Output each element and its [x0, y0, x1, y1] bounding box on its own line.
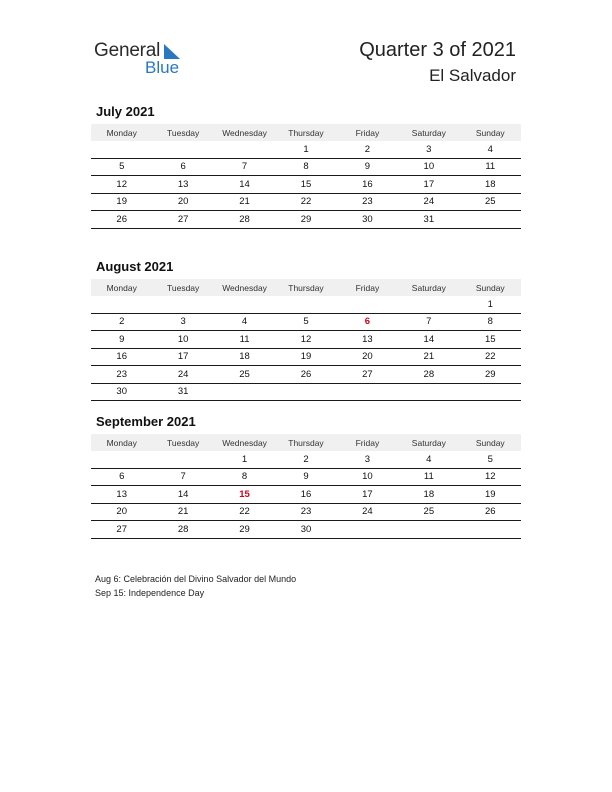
day-cell: 25	[398, 503, 459, 521]
day-cell: 26	[460, 503, 521, 521]
calendar-table	[91, 434, 521, 539]
calendar-table	[91, 279, 521, 401]
day-cell: 8	[275, 158, 336, 176]
weekday-header: Saturday	[398, 279, 459, 296]
day-cell	[275, 296, 336, 313]
day-cell: 8	[460, 313, 521, 331]
day-cell: 30	[275, 521, 336, 539]
weekday-header: Sunday	[460, 124, 521, 141]
day-cell: 6	[337, 313, 398, 331]
weekday-header: Friday	[337, 434, 398, 451]
day-cell: 29	[275, 211, 336, 229]
day-cell: 22	[460, 348, 521, 366]
day-cell	[337, 296, 398, 313]
day-cell	[460, 521, 521, 539]
day-cell: 15	[214, 486, 275, 504]
day-cell: 19	[460, 486, 521, 504]
day-cell: 5	[275, 313, 336, 331]
day-cell: 4	[214, 313, 275, 331]
weekday-header: Wednesday	[214, 124, 275, 141]
month-september	[91, 414, 521, 539]
day-cell	[152, 451, 213, 468]
day-cell: 1	[214, 451, 275, 468]
day-cell: 30	[337, 211, 398, 229]
week-row	[91, 503, 521, 521]
day-cell: 28	[398, 366, 459, 384]
day-cell: 5	[460, 451, 521, 468]
week-row	[91, 366, 521, 384]
day-cell: 2	[275, 451, 336, 468]
day-cell: 26	[91, 211, 152, 229]
day-cell	[91, 141, 152, 158]
week-row	[91, 193, 521, 211]
day-cell: 24	[398, 193, 459, 211]
day-cell: 16	[337, 176, 398, 194]
week-row	[91, 468, 521, 486]
day-cell: 6	[152, 158, 213, 176]
day-cell	[460, 211, 521, 229]
week-row	[91, 331, 521, 349]
weekday-header: Monday	[91, 279, 152, 296]
weekday-header: Friday	[337, 124, 398, 141]
day-cell: 12	[275, 331, 336, 349]
week-row	[91, 211, 521, 229]
day-cell: 17	[337, 486, 398, 504]
day-cell: 16	[91, 348, 152, 366]
day-cell: 24	[152, 366, 213, 384]
day-cell: 19	[275, 348, 336, 366]
weekday-header: Tuesday	[152, 124, 213, 141]
week-row	[91, 158, 521, 176]
day-cell: 15	[275, 176, 336, 194]
day-cell: 23	[91, 366, 152, 384]
day-cell	[152, 141, 213, 158]
day-cell: 23	[275, 503, 336, 521]
day-cell: 21	[398, 348, 459, 366]
day-cell: 25	[214, 366, 275, 384]
day-cell: 19	[91, 193, 152, 211]
day-cell	[398, 521, 459, 539]
month-title: September 2021	[96, 414, 196, 429]
week-row	[91, 451, 521, 468]
day-cell: 6	[91, 468, 152, 486]
day-cell: 31	[152, 383, 213, 401]
page-subtitle: El Salvador	[429, 66, 516, 85]
weekday-header: Saturday	[398, 434, 459, 451]
month-title: August 2021	[96, 259, 174, 274]
month-july	[91, 104, 521, 229]
weekday-header: Tuesday	[152, 434, 213, 451]
logo-general-text: General	[94, 40, 161, 61]
day-cell: 30	[91, 383, 152, 401]
page-title: Quarter 3 of 2021	[359, 39, 516, 61]
day-cell: 22	[275, 193, 336, 211]
day-cell: 20	[91, 503, 152, 521]
day-cell	[91, 296, 152, 313]
day-cell: 18	[398, 486, 459, 504]
day-cell: 4	[460, 141, 521, 158]
day-cell: 14	[152, 486, 213, 504]
day-cell: 11	[460, 158, 521, 176]
day-cell: 21	[214, 193, 275, 211]
day-cell: 9	[275, 468, 336, 486]
day-cell: 14	[214, 176, 275, 194]
weekday-header: Thursday	[275, 124, 336, 141]
day-cell: 16	[275, 486, 336, 504]
weekday-header-row	[91, 279, 521, 296]
weekday-header: Friday	[337, 279, 398, 296]
holiday-note: Sep 15: Independence Day	[95, 588, 205, 598]
day-cell: 22	[214, 503, 275, 521]
day-cell: 4	[398, 451, 459, 468]
day-cell: 5	[91, 158, 152, 176]
week-row	[91, 383, 521, 401]
day-cell	[460, 383, 521, 401]
day-cell	[214, 141, 275, 158]
week-row	[91, 521, 521, 539]
month-august	[91, 259, 521, 401]
day-cell: 25	[460, 193, 521, 211]
day-cell	[214, 383, 275, 401]
weekday-header: Wednesday	[214, 434, 275, 451]
day-cell	[214, 296, 275, 313]
day-cell: 29	[214, 521, 275, 539]
day-cell: 9	[91, 331, 152, 349]
week-row	[91, 141, 521, 158]
month-title: July 2021	[96, 104, 155, 119]
weekday-header: Monday	[91, 434, 152, 451]
day-cell: 11	[214, 331, 275, 349]
calendar-table	[91, 124, 521, 229]
day-cell: 28	[214, 211, 275, 229]
day-cell: 7	[152, 468, 213, 486]
day-cell: 21	[152, 503, 213, 521]
weekday-header-row	[91, 434, 521, 451]
holiday-notes	[95, 572, 296, 600]
day-cell: 7	[214, 158, 275, 176]
day-cell	[91, 451, 152, 468]
day-cell	[398, 383, 459, 401]
day-cell: 17	[398, 176, 459, 194]
week-row	[91, 296, 521, 313]
day-cell: 20	[337, 348, 398, 366]
day-cell: 8	[214, 468, 275, 486]
day-cell: 15	[460, 331, 521, 349]
day-cell: 2	[91, 313, 152, 331]
day-cell: 31	[398, 211, 459, 229]
weekday-header: Wednesday	[214, 279, 275, 296]
day-cell: 10	[152, 331, 213, 349]
day-cell: 13	[337, 331, 398, 349]
day-cell: 3	[337, 451, 398, 468]
day-cell: 10	[337, 468, 398, 486]
day-cell: 13	[91, 486, 152, 504]
weekday-header-row	[91, 124, 521, 141]
week-row	[91, 486, 521, 504]
week-row	[91, 348, 521, 366]
day-cell: 12	[460, 468, 521, 486]
weekday-header: Thursday	[275, 434, 336, 451]
day-cell: 17	[152, 348, 213, 366]
day-cell: 18	[214, 348, 275, 366]
day-cell: 3	[398, 141, 459, 158]
day-cell: 1	[275, 141, 336, 158]
week-row	[91, 313, 521, 331]
weekday-header: Monday	[91, 124, 152, 141]
day-cell	[398, 296, 459, 313]
weekday-header: Saturday	[398, 124, 459, 141]
day-cell: 2	[337, 141, 398, 158]
holiday-note: Aug 6: Celebración del Divino Salvador del Mundo	[95, 574, 297, 584]
day-cell: 23	[337, 193, 398, 211]
day-cell: 18	[460, 176, 521, 194]
weekday-header: Sunday	[460, 434, 521, 451]
logo-blue-text: Blue	[145, 58, 180, 77]
day-cell: 20	[152, 193, 213, 211]
day-cell: 14	[398, 331, 459, 349]
generalblue-logo	[94, 40, 194, 80]
day-cell: 12	[91, 176, 152, 194]
day-cell: 24	[337, 503, 398, 521]
day-cell	[337, 383, 398, 401]
day-cell: 10	[398, 158, 459, 176]
day-cell: 27	[91, 521, 152, 539]
weekday-header: Tuesday	[152, 279, 213, 296]
day-cell	[275, 383, 336, 401]
day-cell: 27	[152, 211, 213, 229]
day-cell	[337, 521, 398, 539]
day-cell: 7	[398, 313, 459, 331]
day-cell: 28	[152, 521, 213, 539]
day-cell: 11	[398, 468, 459, 486]
week-row	[91, 176, 521, 194]
day-cell: 3	[152, 313, 213, 331]
day-cell: 26	[275, 366, 336, 384]
day-cell: 9	[337, 158, 398, 176]
day-cell: 29	[460, 366, 521, 384]
day-cell: 1	[460, 296, 521, 313]
day-cell: 13	[152, 176, 213, 194]
weekday-header: Sunday	[460, 279, 521, 296]
day-cell	[152, 296, 213, 313]
day-cell: 27	[337, 366, 398, 384]
weekday-header: Thursday	[275, 279, 336, 296]
